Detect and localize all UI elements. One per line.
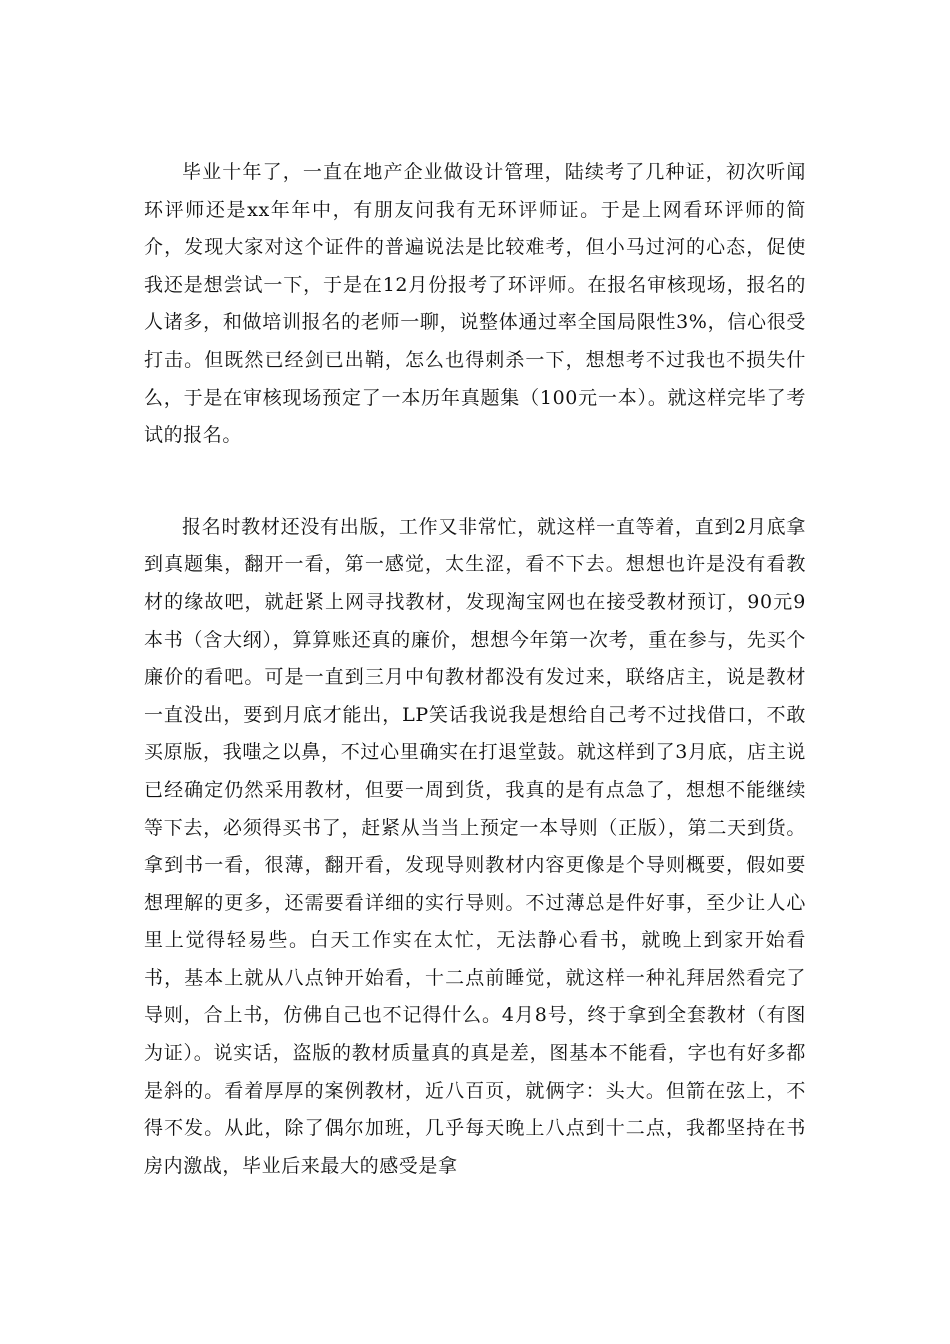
- paragraph-1: 毕业十年了，一直在地产企业做设计管理，陆续考了几种证，初次听闻环评师还是xx年年中，有朋友问我有无环评师证。于是上网看环评师的简介，发现大家对这个证件的普遍说法是比较难考，但小马过河的心态，促使我还是想尝试一下，于是在12月份报考了环评师。在报名审核现场，报名的人诸多，和做培训报名的老师一聊，说整体通过率全国局限性3%，信心很受打击。但既然已经剑已出鞘，怎么也得刺杀一下，想想考不过我也不损失什么，于是在审核现场预定了一本历年真题集（100元一本）。就这样完毕了考试的报名。: [144, 161, 806, 447]
- document-body: [144, 154, 806, 1185]
- paragraph-2: 报名时教材还没有出版，工作又非常忙，就这样一直等着，直到2月底拿到真题集，翻开一看，第一感觉，太生涩，看不下去。想想也许是没有看教材的缘故吧，就赶紧上网寻找教材，发现淘宝网也在接受教材预订，90元9本书（含大纲），算算账还真的廉价，想想今年第一次考，重在参与，先买个廉价的看吧。可是一直到三月中旬教材都没有发过来，联络店主，说是教材一直没出，要到月底才能出，LP笑话我说我是想给自己考不过找借口，不敢买原版，我嗤之以鼻，不过心里确实在打退堂鼓。就这样到了3月底，店主说已经确定仍然采用教材，但要一周到货，我真的是有点急了，想想不能继续等下去，必须得买书了，赶紧从当当上预定一本导则（正版），第二天到货。拿到书一看，很薄，翻开看，发现导则教材内容更像是个导则概要，假如要想理解的更多，还需要看详细的实行导则。不过薄总是件好事，至少让人心里上觉得轻易些。白天工作实在太忙，无法静心看书，就晚上到家开始看书，基本上就从八点钟开始看，十二点前睡觉，就这样一种礼拜居然看完了导则，合上书，仿佛自己也不记得什么。4月8号，终于拿到全套教材（有图为证）。说实话，盗版的教材质量真的真是差，图基本不能看，字也有好多都是斜的。看着厚厚的案例教材，近八百页，就俩字：头大。但箭在弦上，不得不发。从此，除了偶尔加班，几乎每天晚上八点到十二点，我都坚持在书房内激战，毕业后来最大的感受是拿: [144, 515, 806, 1177]
